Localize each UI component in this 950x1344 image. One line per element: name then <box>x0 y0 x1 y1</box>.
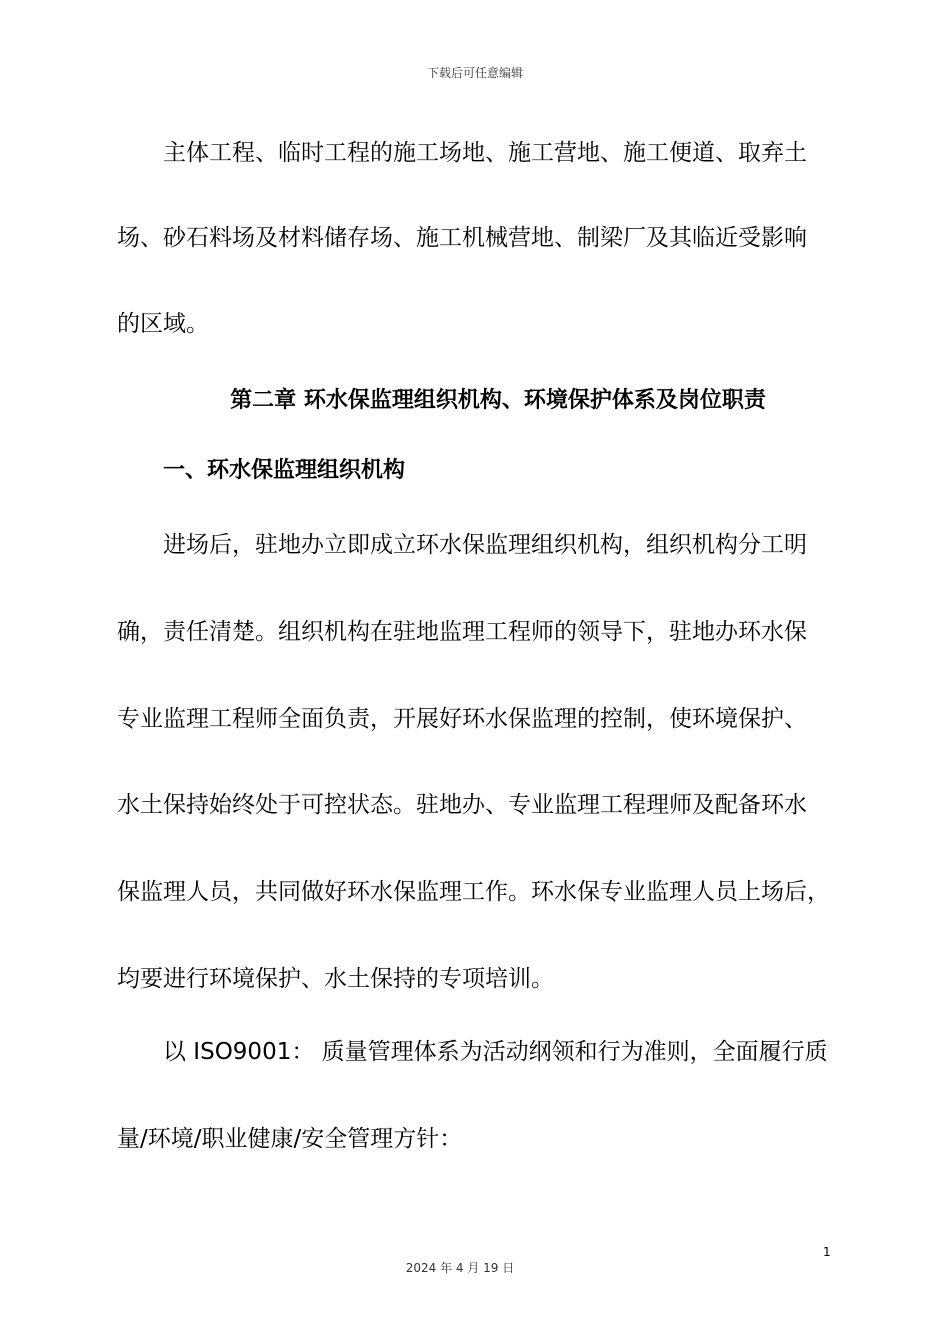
paragraph-line: 进场后，驻地办立即成立环水保监理组织机构，组织机构分工明 <box>163 532 807 558</box>
paragraph-line: 以 ISO9001： 质量管理体系为活动纲领和行为准则，全面履行质 <box>163 1039 828 1065</box>
footer-date: 2024 年 4 月 19 日 <box>405 1261 515 1275</box>
paragraph-line: 均要进行环境保护、水土保持的专项培训。 <box>117 966 554 992</box>
paragraph-line: 的区域。 <box>117 311 209 337</box>
paragraph-line: 场、砂石料场及材料储存场、施工机械营地、制梁厂及其临近受影响 <box>117 225 807 251</box>
paragraph-line: 保监理人员，共同做好环水保监理工作。环水保专业监理人员上场后， <box>117 879 830 905</box>
paragraph-line: 量/环境/职业健康/安全管理方针： <box>117 1126 463 1152</box>
paragraph-line: 专业监理工程师全面负责，开展好环水保监理的控制，使环境保护、 <box>117 706 807 732</box>
paragraph-line: 主体工程、临时工程的施工场地、施工营地、施工便道、取弃土 <box>163 140 807 166</box>
page-number: 1 <box>823 1245 831 1259</box>
page-header: 下载后可任意编辑 <box>426 66 523 80</box>
section-title: 一、环水保监理组织机构 <box>163 458 406 483</box>
paragraph-line: 水土保持始终处于可控状态。驻地办、专业监理工程理师及配备环水 <box>117 792 807 818</box>
chapter-title: 第二章 环水保监理组织机构、环境保护体系及岗位职责 <box>230 388 766 413</box>
paragraph-line: 确，责任清楚。组织机构在驻地监理工程师的领导下，驻地办环水保 <box>117 619 807 645</box>
